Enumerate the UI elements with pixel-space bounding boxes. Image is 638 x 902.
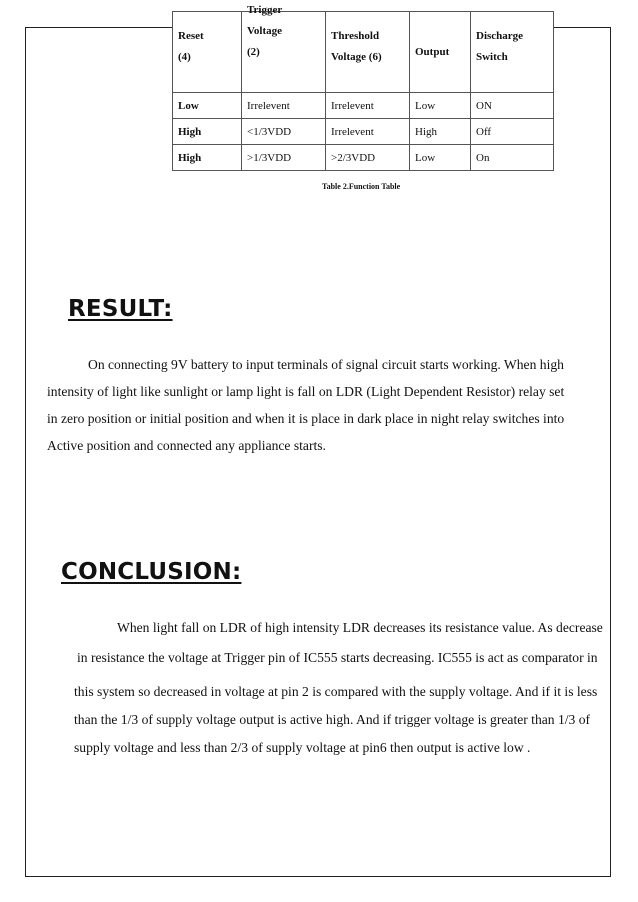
- result-heading: RESULT:: [68, 296, 173, 322]
- paragraph-line: intensity of light like sunlight or lamp light is fall on LDR (Light Dependent Resistor) relay set: [47, 384, 565, 399]
- header-text: Reset: [178, 30, 204, 42]
- table-cell: <1/3VDD: [242, 119, 326, 145]
- table-cell: High: [410, 119, 471, 145]
- table-row: [173, 145, 554, 171]
- header-text: Threshold: [331, 30, 380, 42]
- function-table: [172, 4, 554, 171]
- table-caption: Table 2.Function Table: [322, 182, 401, 191]
- paragraph-line: than the 1/3 of supply voltage output is active high. And if trigger voltage is greater than 1/3 of: [74, 712, 591, 727]
- table-cell: Low: [173, 93, 242, 119]
- table-cell: Low: [410, 93, 471, 119]
- header-text: Trigger: [247, 4, 283, 16]
- table-cell: >2/3VDD: [326, 145, 410, 171]
- table-cell: On: [471, 145, 554, 171]
- header-text: (4): [178, 51, 191, 63]
- paragraph-line: When light fall on LDR of high intensity LDR decreases its resistance value. As decrease: [117, 620, 603, 635]
- header-trigger-voltage: [242, 4, 326, 93]
- table-cell: ON: [471, 93, 554, 119]
- paragraph-line: Active position and connected any appliance starts.: [47, 438, 326, 453]
- table-cell: Irrelevent: [242, 93, 326, 119]
- table-cell: >1/3VDD: [242, 145, 326, 171]
- paragraph-line: On connecting 9V battery to input terminals of signal circuit starts working. When high: [88, 357, 564, 372]
- header-text: Switch: [476, 51, 508, 63]
- table-row: [173, 119, 554, 145]
- paragraph-line: in resistance the voltage at Trigger pin of IC555 starts decreasing. IC555 is act as comparator in: [77, 650, 598, 665]
- conclusion-heading: CONCLUSION:: [61, 559, 242, 585]
- header-text: Output: [415, 45, 450, 58]
- table-cell: Off: [471, 119, 554, 145]
- table-cell: High: [173, 119, 242, 145]
- paragraph-line: this system so decreased in voltage at pin 2 is compared with the supply voltage. And if it is less: [74, 684, 598, 699]
- header-output: [410, 12, 471, 93]
- header-discharge-switch: [471, 12, 554, 93]
- table-header-row: [173, 12, 554, 93]
- header-threshold-voltage: [326, 12, 410, 93]
- header-text: Voltage (6): [331, 51, 382, 63]
- header-text: (2): [247, 46, 260, 58]
- paragraph-line: supply voltage and less than 2/3 of supply voltage at pin6 then output is active low .: [74, 740, 531, 755]
- paragraph-line: in zero position or initial position and when it is place in dark place in night relay switches into: [47, 411, 565, 426]
- header-text: Discharge: [476, 30, 524, 42]
- table-cell: Irrelevent: [326, 119, 410, 145]
- table-row: [173, 93, 554, 119]
- header-reset: [173, 12, 242, 93]
- table-cell: High: [173, 145, 242, 171]
- header-text: Voltage: [247, 25, 283, 37]
- table-cell: Low: [410, 145, 471, 171]
- table-cell: Irrelevent: [326, 93, 410, 119]
